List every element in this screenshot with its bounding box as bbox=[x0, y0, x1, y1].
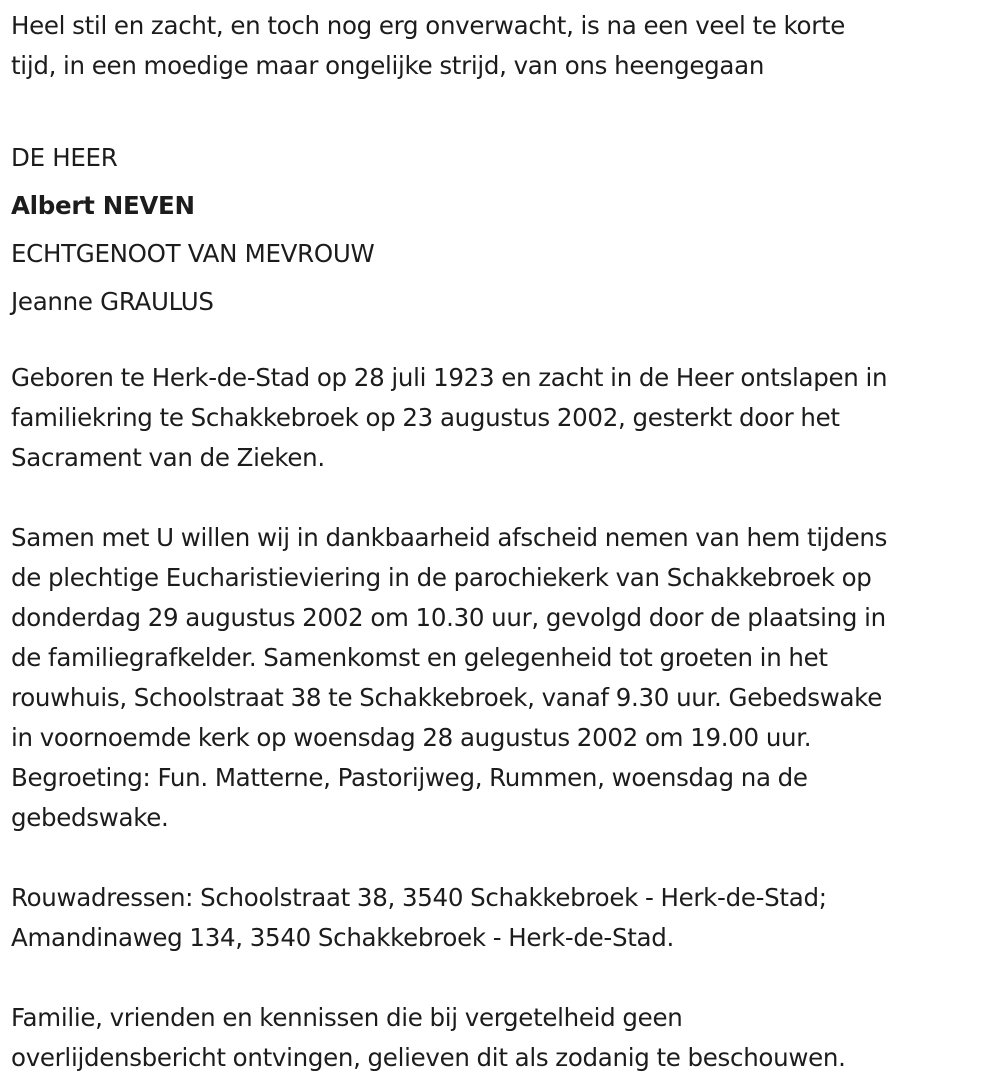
intro-paragraph bbox=[11, 6, 993, 86]
closing-line: Familie, vrienden en kennissen die bij vergetelheid geen bbox=[11, 1003, 683, 1032]
ceremony-line: donderdag 29 augustus 2002 om 10.30 uur, gevolgd door de plaatsing in bbox=[11, 603, 886, 632]
obituary-document bbox=[11, 6, 993, 1078]
birth-death-line: Geboren te Herk-de-Stad op 28 juli 1923 en zacht in de Heer ontslapen in bbox=[11, 363, 888, 392]
addresses-paragraph bbox=[11, 878, 993, 958]
intro-line: Heel stil en zacht, en toch nog erg onverwacht, is na een veel te korte bbox=[11, 11, 846, 40]
address-line: Amandinaweg 134, 3540 Schakkebroek - Herk-de-Stad. bbox=[11, 923, 674, 952]
ceremony-paragraph bbox=[11, 518, 993, 838]
ceremony-line: rouwhuis, Schoolstraat 38 te Schakkebroek, vanaf 9.30 uur. Gebedswake bbox=[11, 683, 882, 712]
ceremony-line: gebedswake. bbox=[11, 803, 169, 832]
spouse-name: Jeanne GRAULUS bbox=[11, 287, 214, 316]
ceremony-line: in voornoemde kerk op woensdag 28 augustus 2002 om 19.00 uur. bbox=[11, 723, 812, 752]
closing-paragraph bbox=[11, 998, 993, 1078]
deceased-relation: ECHTGENOOT VAN MEVROUW bbox=[11, 239, 375, 268]
deceased-block bbox=[11, 134, 993, 326]
deceased-name: Albert NEVEN bbox=[11, 191, 195, 220]
address-line: Rouwadressen: Schoolstraat 38, 3540 Schakkebroek - Herk-de-Stad; bbox=[11, 883, 827, 912]
intro-line: tijd, in een moedige maar ongelijke strijd, van ons heengegaan bbox=[11, 51, 765, 80]
ceremony-line: de familiegrafkelder. Samenkomst en gelegenheid tot groeten in het bbox=[11, 643, 828, 672]
birth-death-line: familiekring te Schakkebroek op 23 augustus 2002, gesterkt door het bbox=[11, 403, 840, 432]
ceremony-line: Begroeting: Fun. Matterne, Pastorijweg, Rummen, woensdag na de bbox=[11, 763, 808, 792]
deceased-title: DE HEER bbox=[11, 143, 118, 172]
birth-death-line: Sacrament van de Zieken. bbox=[11, 443, 325, 472]
ceremony-line: Samen met U willen wij in dankbaarheid afscheid nemen van hem tijdens bbox=[11, 523, 888, 552]
ceremony-line: de plechtige Eucharistieviering in de parochiekerk van Schakkebroek op bbox=[11, 563, 872, 592]
closing-line: overlijdensbericht ontvingen, gelieven dit als zodanig te beschouwen. bbox=[11, 1043, 846, 1072]
birth-death-paragraph bbox=[11, 358, 993, 478]
